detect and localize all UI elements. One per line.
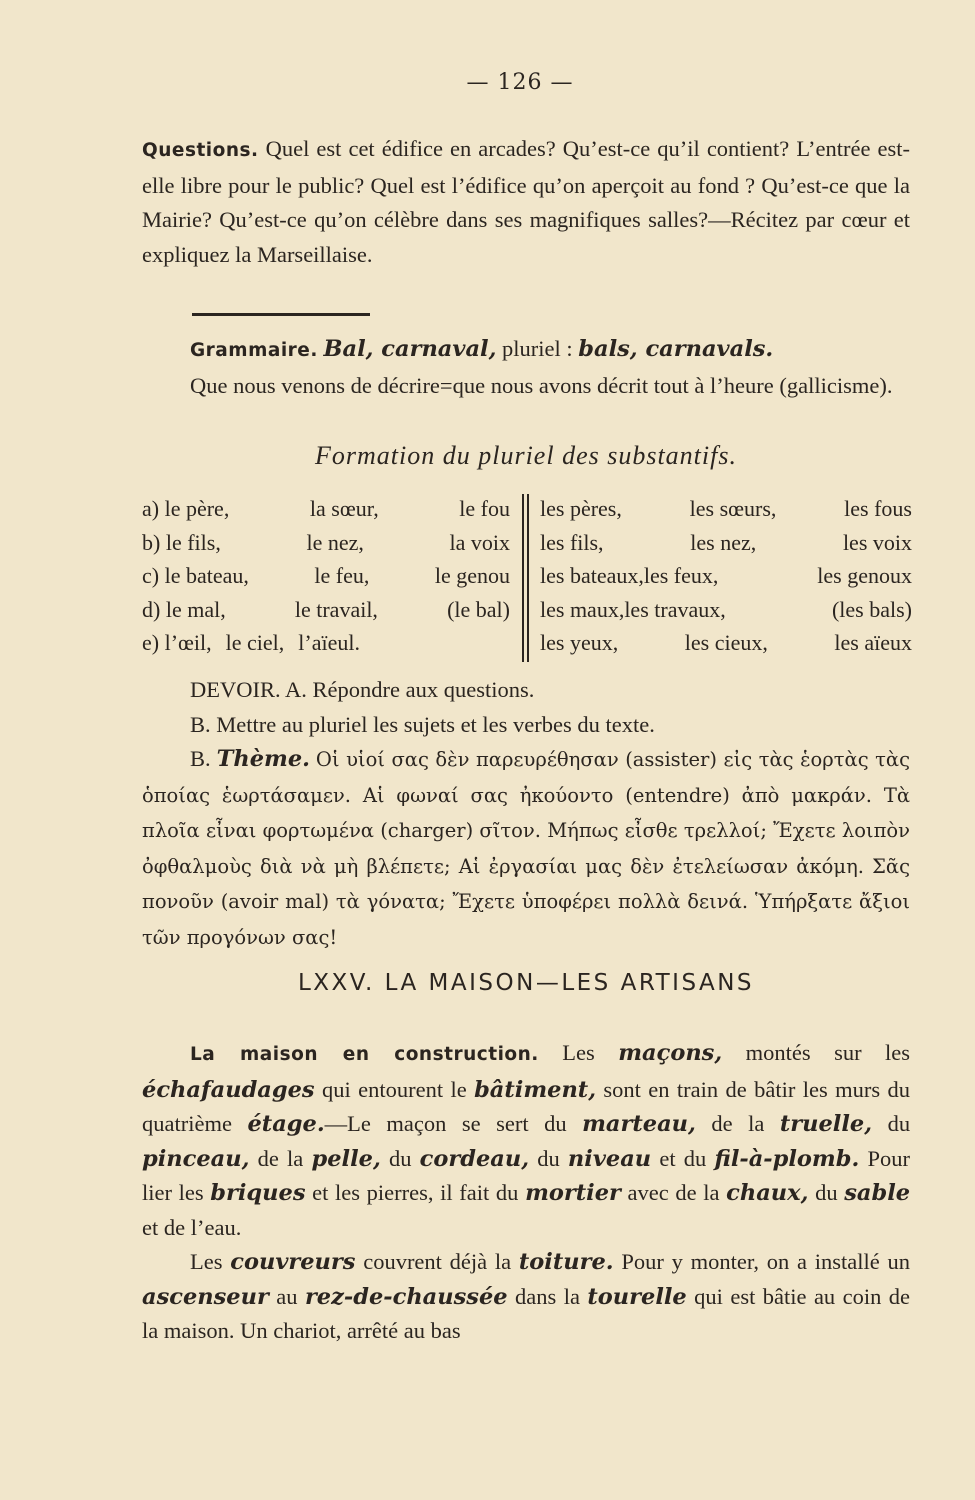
singular-row xyxy=(142,626,510,660)
cell: les aïeux xyxy=(834,630,912,655)
grammaire-paragraph xyxy=(142,332,910,403)
cell: les bateaux,les feux, xyxy=(540,563,719,588)
vocab-word: ascenseur xyxy=(142,1283,269,1310)
cell: les pères, xyxy=(540,496,622,521)
vocab-word: pelle, xyxy=(311,1145,381,1172)
cell: les nez, xyxy=(690,529,757,555)
text: Les xyxy=(562,1040,595,1065)
text: du xyxy=(815,1180,838,1205)
cell: les voix xyxy=(842,529,912,555)
text: avec de la xyxy=(627,1180,720,1205)
vocab-word: sable xyxy=(844,1180,911,1206)
vocab-word: briques xyxy=(210,1180,306,1206)
vocab-word: chaux, xyxy=(726,1180,809,1206)
cell: a) le père, xyxy=(142,496,230,521)
grammaire-middle: pluriel : xyxy=(502,336,573,361)
text: Pour y monter, on a installé un xyxy=(621,1249,911,1274)
singular-row xyxy=(142,559,510,593)
section-title: LXXV. LA MAISON—LES ARTISANS xyxy=(297,970,755,996)
theme-prefix: B. xyxy=(190,746,211,771)
vocab-word: couvreurs xyxy=(230,1249,356,1275)
plural-row xyxy=(540,526,912,560)
vocab-word: fil-à-plomb. xyxy=(714,1145,860,1172)
cell: les yeux, xyxy=(540,630,619,655)
cell: les cieux, xyxy=(684,630,768,655)
text: et du xyxy=(659,1145,707,1171)
cell: (le bal) xyxy=(447,596,510,622)
singular-row xyxy=(142,526,510,560)
cell: (les bals) xyxy=(831,596,912,622)
devoir-a: DEVOIR. A. Répondre aux questions. xyxy=(190,677,535,702)
cell: le travail, xyxy=(294,596,378,622)
cell: la voix xyxy=(449,529,510,555)
cell: c) le bateau, xyxy=(142,563,249,588)
devoir-b: B. Mettre au pluriel les sujets et les verbes du texte. xyxy=(190,711,655,737)
cell: les fils, xyxy=(540,529,604,555)
cell: les maux,les travaux, xyxy=(540,596,726,622)
maison-label: La maison en construction. xyxy=(190,1044,539,1065)
cell: d) le mal, xyxy=(142,596,226,622)
cell: les sœurs, xyxy=(689,496,777,521)
plural-table xyxy=(142,492,912,662)
cell: le nez, xyxy=(306,529,364,555)
section-divider xyxy=(192,313,370,316)
vocab-word: mortier xyxy=(525,1180,621,1206)
vocab-word: marteau, xyxy=(582,1111,696,1137)
plural-column xyxy=(540,492,912,660)
cell: b) le fils, xyxy=(142,529,221,555)
grammaire-plural: bals, carnavals. xyxy=(578,336,774,362)
text: couvrent déjà la xyxy=(363,1249,512,1274)
grammaire-words: Bal, carnaval, xyxy=(323,336,497,362)
plural-row xyxy=(540,593,912,627)
page-number: — 126 — xyxy=(466,70,574,95)
column-divider xyxy=(527,494,529,662)
cell: le ciel, xyxy=(225,630,285,655)
cell: la sœur, xyxy=(309,496,379,521)
singular-column xyxy=(142,492,510,660)
vocab-word: bâtiment, xyxy=(474,1076,597,1103)
plural-row xyxy=(540,492,912,526)
vocab-word: pinceau, xyxy=(142,1145,250,1172)
cell: le genou xyxy=(434,563,510,588)
cell: l’aïeul. xyxy=(298,630,360,655)
grammaire-line2: Que nous venons de décrire=que nous avons décrit tout à l’heure (gallicisme). xyxy=(190,372,893,398)
column-divider xyxy=(522,494,524,662)
maison-paragraph-2 xyxy=(142,1245,910,1349)
questions-paragraph xyxy=(142,132,910,272)
vocab-word: cordeau, xyxy=(419,1145,530,1172)
singular-row xyxy=(142,593,510,627)
maison-section xyxy=(142,1036,910,1349)
text: sont en train de bâtir les murs du quatrième xyxy=(142,1076,910,1136)
devoir-section xyxy=(142,673,910,955)
theme-text: Οἱ υἱοί σας δὲν παρευρέθησαν (assister) εἰς τὰς ἑορτὰς τὰς ὁποίας ἑωρτάσαμεν. Αἱ φωναί σας ἠκούοντο (entendre) ἀπὸ μακράν. Τὰ πλοῖα εἶναι φορτωμένα (charger) σῖτον. Μήπως εἶσθε τρελλοί; Ἔχετε λοιπὸν ὀφθαλμοὺς διὰ νὰ μὴ βλέπετε; Αἱ ἐργασίαι μας δὲν ἐτελείωσαν ἀκόμη. Σᾶς πονοῦν (avoir mal) τὰ γόνατα; Ἔχετε ὑποφέρει πολλὰ δεινά. Ὑπήρξατε ἄξιοι τῶν προγόνων σας! xyxy=(142,748,911,949)
vocab-word: échafaudages xyxy=(142,1076,315,1103)
vocab-word: rez-de-chaussée xyxy=(304,1283,508,1310)
plural-row xyxy=(540,626,912,660)
text: dans la xyxy=(515,1283,580,1309)
formation-title: Formation du pluriel des substantifs. xyxy=(315,441,737,470)
text: au xyxy=(276,1283,298,1309)
text: —Le maçon se sert du xyxy=(324,1111,567,1136)
vocab-word: tourelle xyxy=(587,1283,687,1310)
plural-row xyxy=(540,559,912,593)
text: et de l’eau. xyxy=(142,1214,242,1240)
vocab-word: truelle, xyxy=(779,1111,873,1137)
text: du xyxy=(537,1145,560,1171)
questions-text: Quel est cet édifice en arcades? Qu’est-ce qu’il contient? L’entrée est-elle libre pour le public? Quel est l’édifice qu’on aperçoit au fond ? Qu’est-ce que la Mairie? Qu’est-ce qu’on célèbre dans ses magnifiques salles?—Récitez par cœur et expliquez la Marseillaise. xyxy=(142,136,910,267)
cell: les fous xyxy=(844,496,912,521)
cell: le fou xyxy=(459,496,510,521)
text: de la xyxy=(711,1111,765,1136)
vocab-word: maçons, xyxy=(618,1040,723,1066)
cell: les genoux xyxy=(817,563,912,588)
text: Les xyxy=(190,1249,223,1274)
cell: le feu, xyxy=(314,563,370,588)
questions-label: Questions. xyxy=(142,140,259,161)
grammaire-label: Grammaire. xyxy=(190,340,318,361)
text: Pour lier les xyxy=(142,1145,910,1205)
devoir-theme xyxy=(142,742,910,955)
maison-paragraph-1 xyxy=(142,1036,910,1245)
theme-label: Thème. xyxy=(216,746,310,772)
cell: e) l’œil, xyxy=(142,630,212,655)
text: et les pierres, il fait du xyxy=(312,1180,519,1205)
text: montés sur les xyxy=(745,1040,911,1065)
vocab-word: niveau xyxy=(567,1145,652,1172)
vocab-word: étage. xyxy=(247,1111,325,1137)
singular-row xyxy=(142,492,510,526)
text: du xyxy=(887,1111,911,1136)
text: qui est bâtie au coin de la maison. Un chariot, arrêté au bas xyxy=(142,1283,911,1343)
text: du xyxy=(388,1145,412,1171)
text: qui entourent le xyxy=(321,1076,467,1102)
vocab-word: toiture. xyxy=(518,1249,614,1275)
text: de la xyxy=(257,1145,304,1171)
